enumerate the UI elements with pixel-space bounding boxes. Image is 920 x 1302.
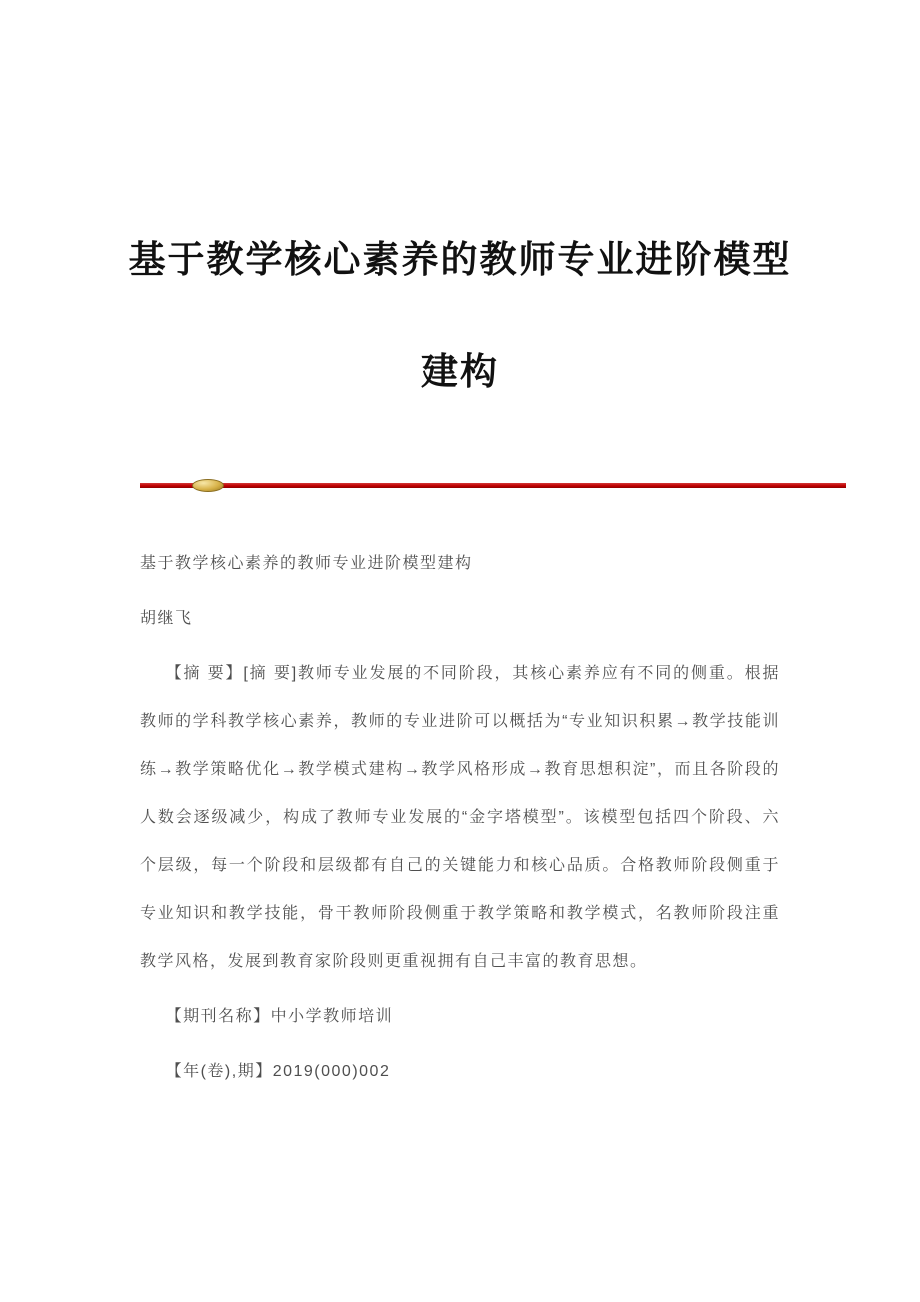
document-body <box>140 540 780 1103</box>
author-name: 胡继飞 <box>140 610 193 627</box>
title-divider <box>140 479 846 493</box>
journal-name-line: 【期刊名称】中小学教师培训 <box>165 1008 394 1025</box>
divider-ellipse-ornament-icon <box>192 479 224 492</box>
abstract-paragraph: 【摘 要】[摘 要]教师专业发展的不同阶段，其核心素养应有不同的侧重。根据教师的学科教学核心素养，教师的专业进阶可以概括为“专业知识积累→教学技能训练→教学策略优化→教学模式建构→教学风格形成→教育思想积淀”，而且各阶段的人数会逐级减少，构成了教师专业发展的“金字塔模型”。该模型包括四个阶段、六个层级，每一个阶段和层级都有自己的关键能力和核心品质。合格教师阶段侧重于专业知识和教学技能，骨干教师阶段侧重于教学策略和教学模式，名教师阶段注重教学风格，发展到教育家阶段则更重视拥有自己丰富的教育思想。 <box>140 665 780 970</box>
document-title-line-2: 建构 <box>421 352 499 393</box>
year-volume-issue-line: 【年(卷),期】2019(000)002 <box>165 1063 391 1080</box>
divider-red-line <box>140 483 846 488</box>
document-title-line-1: 基于教学核心素养的教师专业进阶模型 <box>128 240 792 281</box>
document-title <box>0 0 920 429</box>
article-heading: 基于教学核心素养的教师专业进阶模型建构 <box>140 555 473 572</box>
